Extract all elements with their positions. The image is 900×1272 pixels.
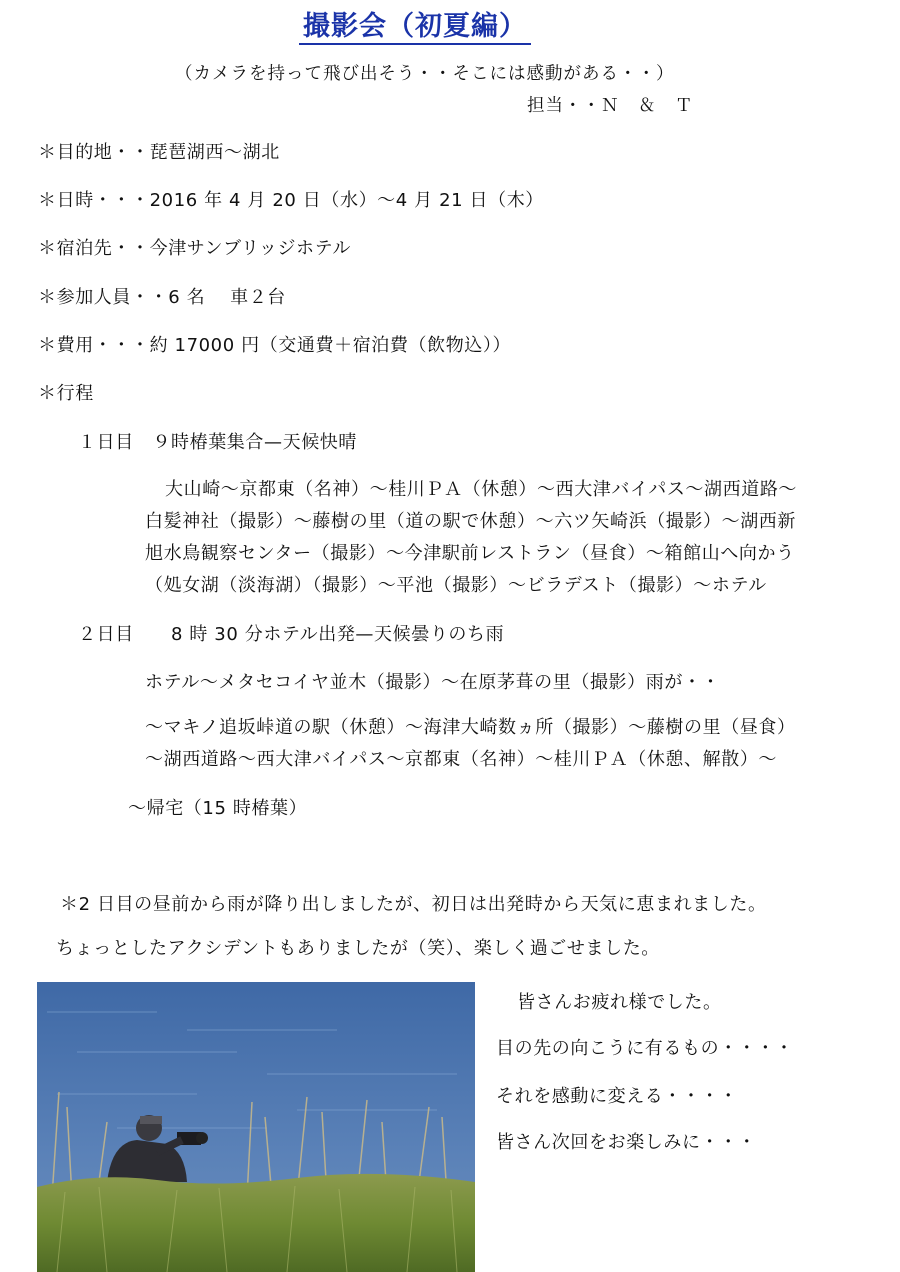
day1-route-line: 大山崎〜京都東（名神）〜桂川ＰＡ（休憩）〜西大津バイパス〜湖西道路〜 — [165, 479, 798, 500]
day1-header: １日目 ９時椿葉集合—天候快晴 — [78, 432, 357, 453]
lodging-item: ＊宿泊先・・今津サンブリッジホテル — [38, 238, 351, 259]
participants-item: ＊参加人員・・6 名 車２台 — [38, 287, 286, 308]
day1-route-line: 旭水鳥観察センター（撮影）〜今津駅前レストラン（昼食）〜箱館山へ向かう — [145, 543, 795, 564]
page-title — [0, 4, 830, 43]
photo-caption-line: 皆さん次回をお楽しみに・・・ — [496, 1132, 757, 1153]
photo-illustration — [37, 982, 475, 1272]
itinerary-heading: ＊行程 — [38, 383, 94, 404]
author-line: 担当・・Ｎ ＆ Ｔ — [527, 96, 694, 116]
cost-item: ＊費用・・・約 17000 円（交通費＋宿泊費（飲物込）） — [38, 335, 512, 356]
day1-route-line: 白髪神社（撮影）〜藤樹の里（道の駅で休憩）〜六ツ矢崎浜（撮影）〜湖西新 — [145, 511, 796, 532]
day2-route-line: ホテル〜メタセコイヤ並木（撮影）〜在原茅葺の里（撮影）雨が・・ — [145, 672, 721, 693]
subtitle: （カメラを持って飛び出そう・・そこには感動がある・・） — [175, 64, 675, 84]
photo-caption-line: それを感動に変える・・・・ — [496, 1086, 738, 1107]
notes-line: ＊2 日目の昼前から雨が降り出しましたが、初日は出発時から天気に恵まれました。 — [60, 894, 767, 915]
photo-caption-line: 皆さんお疲れ様でした。 — [517, 992, 722, 1013]
day1-route-line: （処女湖（淡海湖）（撮影）〜平池（撮影）〜ビラデスト（撮影）〜ホテル — [145, 575, 767, 596]
date-item: ＊日時・・・2016 年 4 月 20 日（水）〜4 月 21 日（木） — [38, 190, 544, 211]
day2-route-line: 〜帰宅（15 時椿葉） — [128, 798, 308, 819]
photographer-lake-photo — [37, 982, 475, 1272]
notes-line: ちょっとしたアクシデントもありましたが（笑）、楽しく過ごせました。 — [56, 938, 660, 959]
day2-route-line: 〜マキノ追坂峠道の駅（休憩）〜海津大崎数ヵ所（撮影）〜藤樹の里（昼食） — [145, 717, 796, 738]
day2-header: ２日目 8 時 30 分ホテル出発—天候曇りのち雨 — [78, 624, 505, 645]
destination-item: ＊目的地・・琵琶湖西〜湖北 — [38, 142, 280, 163]
photo-caption-line: 目の先の向こうに有るもの・・・・ — [496, 1038, 794, 1059]
day2-route-line: 〜湖西道路〜西大津バイパス〜京都東（名神）〜桂川ＰＡ（休憩、解散）〜 — [145, 749, 778, 770]
page-title-text: 撮影会（初夏編） — [299, 11, 531, 45]
